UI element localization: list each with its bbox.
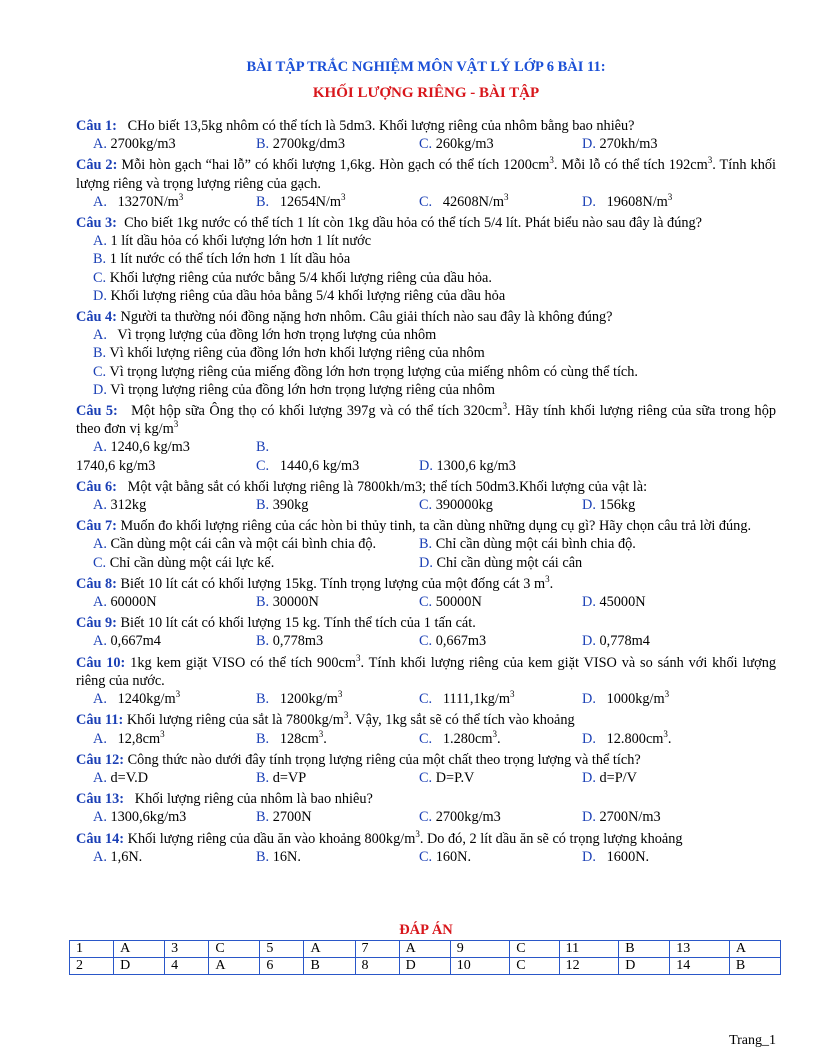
answer-cell: 1 — [70, 941, 114, 958]
answer-cell: 14 — [670, 958, 730, 975]
question-list — [76, 117, 776, 869]
question-9: Câu 9: Biết 10 lít cát có khối lượng 15 kg. Tính thể tích của 1 tấn cát. A. 0,667m4 B. 0,778m3 C. 0,667m3 D. 0,778m4 — [76, 615, 650, 650]
answer-cell: A — [729, 941, 780, 958]
document-title: BÀI TẬP TRẮC NGHIỆM MÔN VẬT LÝ LỚP 6 BÀI 11: — [246, 59, 606, 75]
question-5: Câu 5: Một hộp sữa Ông thọ có khối lượng 397g và có thể tích $320cm^3$. Hãy tính khối lượng riêng của sữa trong hộp theo đơn vị $kg/m^3$ A. 1240,6 kg/m3 B. 1740,6 kg/m3 C. 1440,6 kg/m3 D. 1300,6 kg/m3 — [76, 401, 776, 474]
answer-row — [70, 941, 781, 958]
answer-cell: 10 — [450, 958, 510, 975]
answer-cell: 9 — [450, 941, 510, 958]
answer-cell: B — [729, 958, 780, 975]
answer-cell: C — [510, 958, 559, 975]
question-3: Câu 3: Cho biết 1kg nước có thể tích 1 lít còn 1kg dầu hỏa có thể tích 5/4 lít. Phát biểu nào sau đây là đúng? A. 1 lít dầu hỏa có khối lượng lớn hơn 1 lít nước B. 1 lít nước có thể tích lớn hơn 1 lít dầu hỏa C. Khối lượng riêng của nước bằng 5/4 khối lượng riêng của dầu hỏa. D. Khối lượng riêng của dầu hỏa bằng 5/4 khối lượng riêng của dầu hỏa — [76, 215, 702, 304]
answer-cell: B — [304, 958, 355, 975]
answer-row — [70, 958, 781, 975]
answer-cell: 13 — [670, 941, 730, 958]
answer-cell: 4 — [165, 958, 209, 975]
question-2: Câu 2: Mỗi hòn gạch “hai lỗ” có khối lượng 1,6kg. Hòn gạch có thể tích $1200cm^3$. Mỗi lỗ có thể tích $192cm^3$. Tính khối lượng riêng và trọng lượng riêng của gạch. A. $13270N/m^3$ B. $12654N/m^3$ C. $42608N/m^3$ D. $19608N/m^3$ — [76, 155, 776, 210]
page-footer: Trang_1 — [729, 1033, 776, 1048]
question-14: Câu 14: Khối lượng riêng của dầu ăn vào khoảng $800kg/m^3$. Do đó, 2 lít dầu ăn sẽ có trọng lượng khoảng A. 1,6N. B. 16N. C. 160N. D. 1600N. — [76, 828, 683, 865]
answer-cell: 12 — [559, 958, 619, 975]
answer-cell: A — [209, 958, 260, 975]
answer-cell: D — [399, 958, 450, 975]
question-4: Câu 4: Người ta thường nói đồng nặng hơn nhôm. Câu giải thích nào sau đây là không đúng? A. Vì trọng lượng của đồng lớn hơn trọng lượng của nhôm B. Vì khối lượng riêng của đồng lớn hơn khối lượng riêng của nhôm C. Vì trọng lượng riêng của miếng đồng lớn hơn trọng lượng của miếng nhôm có cùng thể tích. D. Vì trọng lượng riêng của đồng lớn hơn trọng lượng riêng của nhôm — [76, 309, 638, 398]
answer-cell: 6 — [260, 958, 304, 975]
answer-cell: D — [619, 958, 670, 975]
question-11: Câu 11: Khối lượng riêng của sắt là $7800kg/m^3$. Vậy, 1kg sắt sẽ có thể tích vào khoảng A. $12,8cm^3$ B. $128cm^3$. C. $1.280cm^3$. D. $12.800cm^3$. — [76, 710, 672, 747]
question-1: Câu 1: CHo biết 13,5kg nhôm có thể tích là 5dm3. Khối lượng riêng của nhôm bằng bao nhiêu? A. 2700kg/m3 B. 2700kg/dm3 C. 260kg/m3 D. 270kh/m3 — [76, 118, 658, 153]
answer-cell: A — [399, 941, 450, 958]
answer-cell: B — [619, 941, 670, 958]
answer-cell: 7 — [355, 941, 399, 958]
question-7: Câu 7: Muốn đo khối lượng riêng của các hòn bi thủy tinh, ta cần dùng những dụng cụ gì? Hãy chọn câu trả lời đúng. A. Cần dùng một cái cân và một cái bình chia độ. B. Chỉ cần dùng một cái bình chia độ. C. Chỉ cần dùng một cái lực kế. D. Chỉ cần dùng một cái cân — [76, 518, 752, 571]
question-6: Câu 6: Một vật bằng sắt có khối lượng riêng là 7800kh/m3; thể tích 50dm3.Khối lượng của vật là: A. 312kg B. 390kg C. 390000kg D. 156kg — [76, 478, 648, 514]
question-10: Câu 10: 1kg kem giặt VISO có thể tích $900cm^3$. Tính khối lượng riêng của kem giặt VISO và so sánh với khối lượng riêng của nước. A. $1240kg/m^3$ B. $1200kg/m^3$ C. $1111,1kg/m^3$ D. $1000kg/m^3$ — [76, 652, 776, 708]
question-8: Câu 8: Biết 10 lít cát có khối lượng 15kg. Tính trọng lượng của một đống cát 3 $m^3$. A. 60000N B. 30000N C. 50000N D. 45000N — [76, 574, 646, 611]
answer-cell: 11 — [559, 941, 619, 958]
answer-cell: 8 — [355, 958, 399, 975]
answer-title: ĐÁP ÁN — [399, 922, 453, 938]
document-subtitle: KHỐI LƯỢNG RIÊNG - BÀI TẬP — [312, 85, 540, 101]
answer-cell: C — [209, 941, 260, 958]
answer-table — [69, 940, 781, 975]
answer-cell: A — [304, 941, 355, 958]
answer-cell: 3 — [165, 941, 209, 958]
question-12: Câu 12: Công thức nào dưới đây tính trọng lượng riêng của một chất theo trọng lượng và thể tích? A. d=V.D B. d=VP C. D=P.V D. d=P/V — [76, 751, 641, 786]
answer-cell: A — [114, 941, 165, 958]
question-13: Câu 13: Khối lượng riêng của nhôm là bao nhiêu? A. 1300,6kg/m3 B. 2700N C. 2700kg/m3 D. 2700N/m3 — [76, 791, 661, 826]
answer-cell: C — [510, 941, 559, 958]
answer-cell: D — [114, 958, 165, 975]
answer-cell: 5 — [260, 941, 304, 958]
answer-cell: 2 — [70, 958, 114, 975]
